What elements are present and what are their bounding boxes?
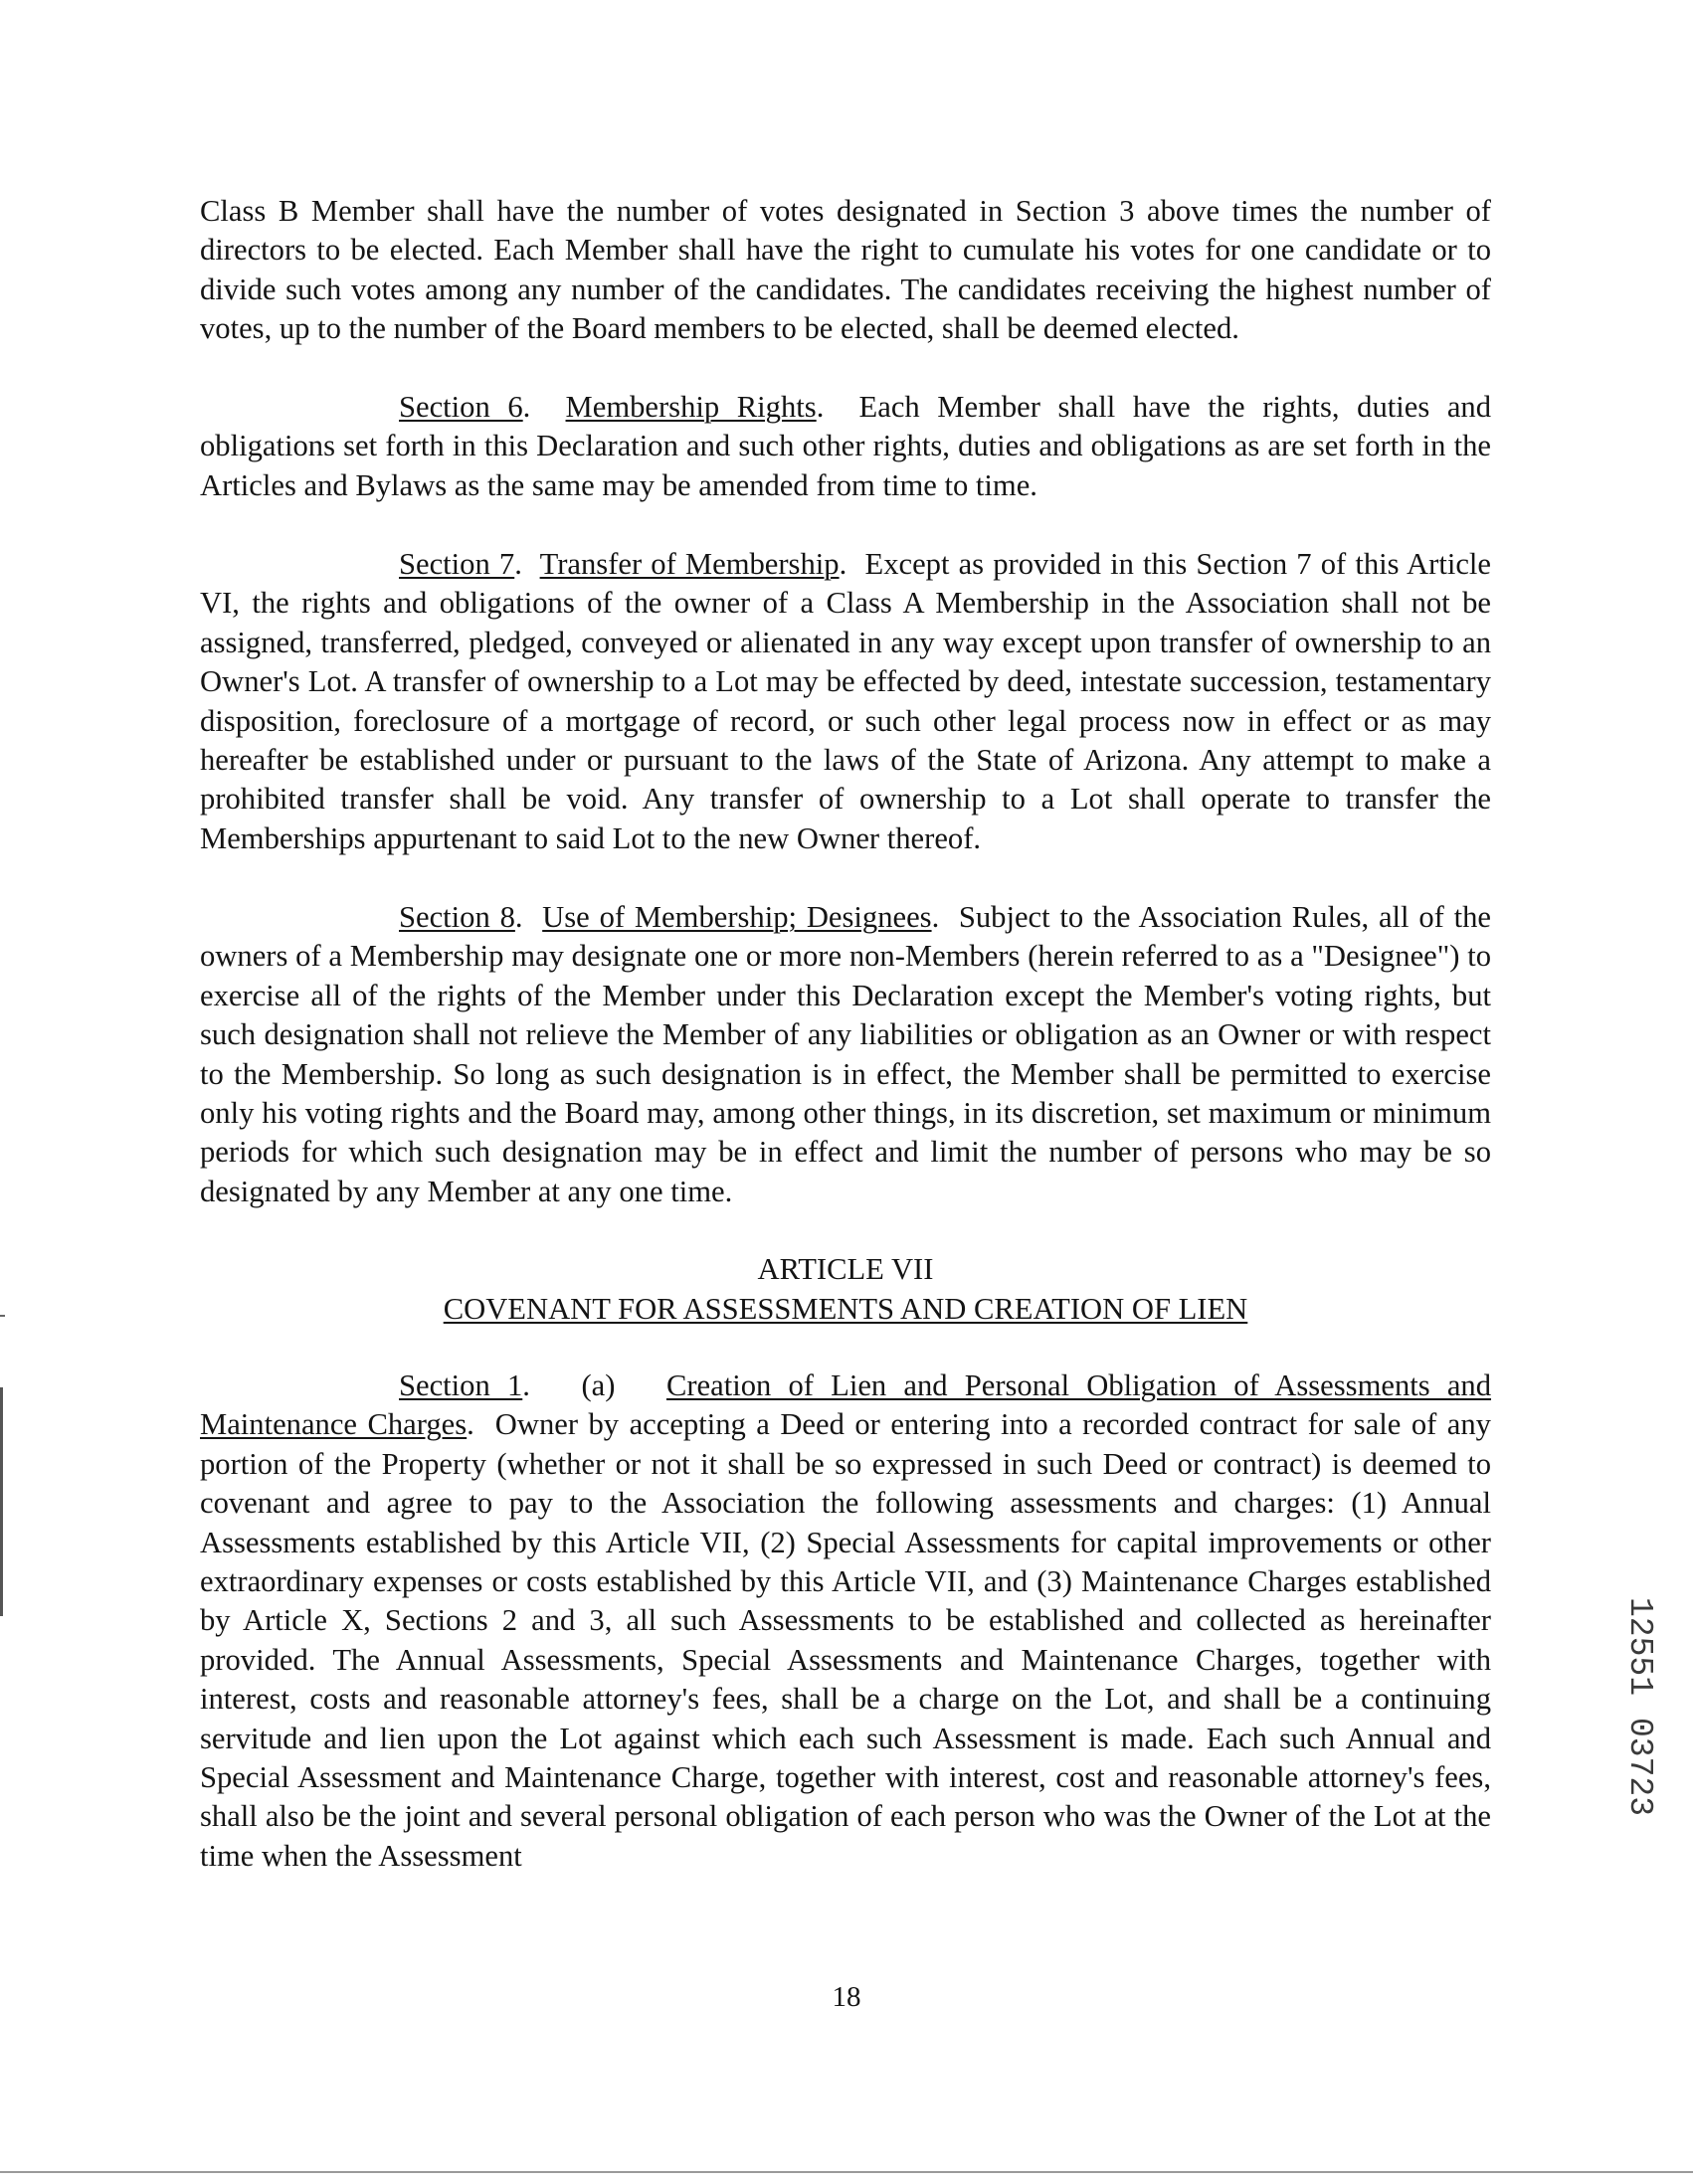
- scan-artifact: [0, 2171, 1693, 2173]
- article-title: [200, 1290, 1491, 1329]
- section-text: Owner by accepting a Deed or entering into a recorded contract for sale of any portion of the Property (whether or not it shall be so expressed in such Deed or contract) is deemed to covenant and agree to pay to the Association the following assessments and charges: (1) Annual Assessments established by this Article VII, (2) Special Assessments for capital improvements or other extraordinary expenses or costs established by this Article VII, and (3) Maintenance Charges established by Article X, Sections 2 and 3, all such Assessments to be established and collected as hereinafter provided. The Annual Assessments, Special Assessments and Maintenance Charges, together with interest, costs and reasonable attorney's fees, shall be a charge on the Lot, and shall be a continuing servitude and lien upon the Lot against which each such Assessment is made. Each such Annual and Special Assessment and Maintenance Charge, together with interest, cost and reasonable attorney's fees, shall also be the joint and several personal obligation of each person who was the Owner of the Lot at the time when the Assessment: [200, 1407, 1491, 1873]
- scan-artifact: [0, 1387, 3, 1616]
- section-title: Use of Membership; Designees: [542, 900, 932, 934]
- section-8-paragraph: Section 8. Use of Membership; Designees. Subject to the Association Rules, all of the owners of a Membership may designate one or more non-Members (herein referred to as a "Designee") to exercise all of the rights of the Member under this Declaration except the Member's voting rights, but such designation shall not relieve the Member of any liabilities or obligation as an Owner or with respect to the Membership. So long as such designation is in effect, the Member shall be permitted to exercise only his voting rights and the Board may, among other things, in its discretion, set maximum or minimum periods for which such designation may be in effect and limit the number of persons who may be so designated by any Member at any one time.: [200, 900, 1492, 1208]
- section-text: Each Member shall have the rights, duties and obligations set forth in this Declaration and such other rights, duties and obligations as are set forth in the Articles and Bylaws as the same may be amended from time to time.: [200, 390, 1492, 502]
- stamp-gap: [1622, 1696, 1662, 1718]
- scan-artifact: [0, 1315, 5, 1317]
- section-6-paragraph: Section 6. Membership Rights. Each Member shall have the rights, duties and obligations set forth in this Declaration and such other rights, duties and obligations as are set forth in the Articles and Bylaws as the same may be amended from time to time.: [200, 390, 1492, 502]
- section-label: Section 6: [399, 390, 523, 424]
- page-number: 18: [832, 1981, 861, 2013]
- recording-stamp: [1622, 1597, 1662, 1816]
- section-label: Section 7: [399, 547, 515, 581]
- paragraph-continuation: [200, 192, 1491, 349]
- article-title-text: COVENANT FOR ASSESSMENTS AND CREATION OF LIEN: [443, 1292, 1248, 1326]
- stamp-part-2: 03723: [1621, 1718, 1658, 1817]
- section-title: Transfer of Membership: [539, 547, 840, 581]
- article-number: ARTICLE VII: [757, 1252, 934, 1286]
- section-text: Subject to the Association Rules, all of the owners of a Membership may designate one or more non-Members (herein referred to as a "Designee") to exercise all of the rights of the Member under this Declaration except the Member's voting rights, but such designation shall not relieve the Member of any liabilities or obligation as an Owner or with respect to the Membership. So long as such designation is in effect, the Member shall be permitted to exercise only his voting rights and the Board may, among other things, in its discretion, set maximum or minimum periods for which such designation may be in effect and limit the number of persons who may be so designated by any Member at any one time.: [200, 900, 1492, 1208]
- section-title: Creation of Lien and Personal Obligation of Assessments and Maintenance Charges: [200, 1368, 1492, 1442]
- section-1-paragraph: Section 1. (a) Creation of Lien and Personal Obligation of Assessments and Maintenance Charges. Owner by accepting a Deed or entering into a recorded contract for sale of any portion of the Property (whether or not it shall be so expressed in such Deed or contract) is deemed to covenant and agree to pay to the Association the following assessments and charges: (1) Annual Assessments established by this Article VII, (2) Special Assessments for capital improvements or other extraordinary expenses or costs established by this Article VII, and (3) Maintenance Charges established by Article X, Sections 2 and 3, all such Assessments to be established and collected as hereinafter provided. The Annual Assessments, Special Assessments and Maintenance Charges, together with interest, costs and reasonable attorney's fees, shall be a charge on the Lot, and shall be a continuing servitude and lien upon the Lot against which each such Assessment is made. Each such Annual and Special Assessment and Maintenance Charge, together with interest, cost and reasonable attorney's fees, shall also be the joint and several personal obligation of each person who was the Owner of the Lot at the time when the Assessment: [200, 1368, 1492, 1873]
- section-7-paragraph: Section 7. Transfer of Membership. Except as provided in this Section 7 of this Article VI, the rights and obligations of the owner of a Class A Membership in the Association shall not be assigned, transferred, pledged, conveyed or alienated in any way except upon transfer of ownership to an Owner's Lot. A transfer of ownership to a Lot may be effected by deed, intestate succession, testamentary disposition, foreclosure of a mortgage of record, or such other legal process now in effect or as may hereafter be established under or pursuant to the laws of the State of Arizona. Any attempt to make a prohibited transfer shall be void. Any transfer of ownership to a Lot shall operate to transfer the Memberships appurtenant to said Lot to the new Owner thereof.: [200, 547, 1491, 855]
- section-label: Section 8: [399, 900, 515, 934]
- section-label: Section 1: [399, 1368, 523, 1402]
- paragraph-text: Class B Member shall have the number of votes designated in Section 3 above times the number of directors to be elected. Each Member shall have the right to cumulate his votes for one candidate or to divide such votes among any number of the candidates. The candidates receiving the highest number of votes, up to the number of the Board members to be elected, shall be deemed elected.: [200, 194, 1491, 346]
- section-text: Except as provided in this Section 7 of this Article VI, the rights and obligations of the owner of a Class A Membership in the Association shall not be assigned, transferred, pledged, conveyed or alienated in any way except upon transfer of ownership to an Owner's Lot. A transfer of ownership to a Lot may be effected by deed, intestate succession, testamentary disposition, foreclosure of a mortgage of record, or such other legal process now in effect or as may hereafter be established under or pursuant to the laws of the State of Arizona. Any attempt to make a prohibited transfer shall be void. Any transfer of ownership to a Lot shall operate to transfer the Memberships appurtenant to said Lot to the new Owner thereof.: [200, 547, 1491, 855]
- section-title: Membership Rights: [565, 390, 817, 424]
- subsection-marker: (a): [581, 1368, 616, 1402]
- stamp-part-1: 12551: [1621, 1597, 1658, 1697]
